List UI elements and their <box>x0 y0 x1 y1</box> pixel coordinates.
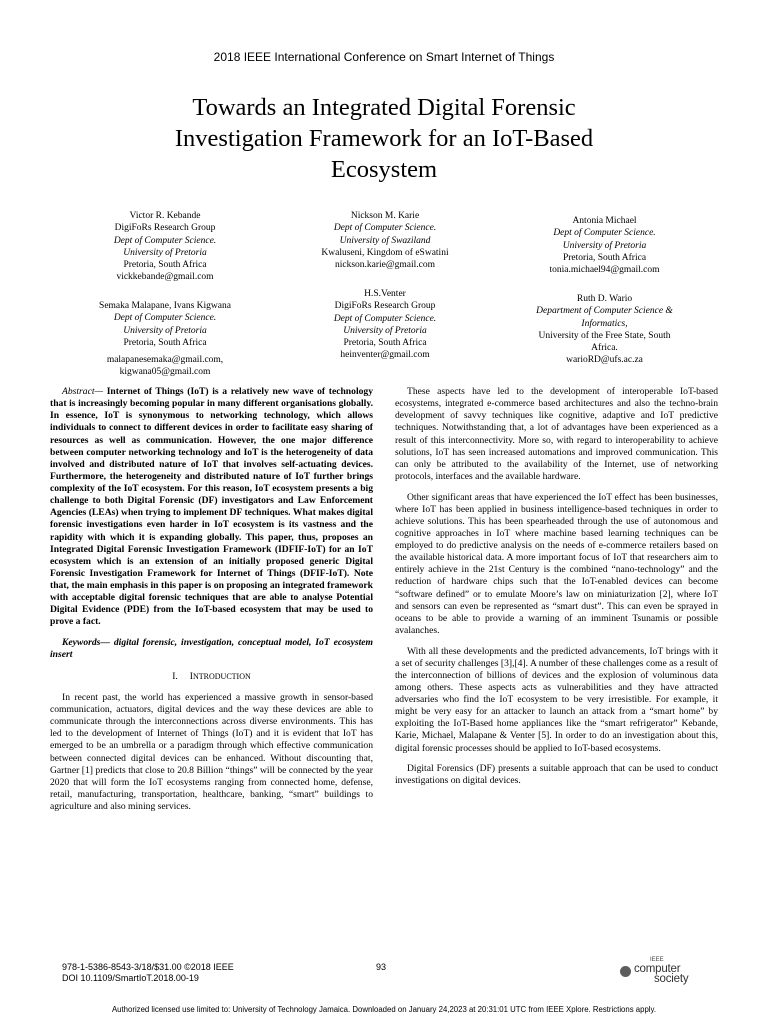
section-title-initial: I <box>189 671 193 683</box>
author-univ: University of Pretoria <box>123 247 207 258</box>
conference-header: 2018 IEEE International Conference on Smart Internet of Things <box>213 50 555 64</box>
author-venter <box>310 288 460 362</box>
author-kebande <box>90 210 240 284</box>
author-name: Semaka Malapane, Ivans Kigwana <box>99 301 231 311</box>
title-line: Towards an Integrated Digital Forensic <box>192 94 576 121</box>
author-dept: Dept of Computer Science. <box>113 313 217 324</box>
author-univ: University of Pretoria <box>343 325 427 336</box>
computer-society-logo <box>620 957 700 989</box>
author-group: DigiFoRs Research Group <box>114 223 216 234</box>
author-univ: Africa. <box>591 343 618 354</box>
author-dept: Department of Computer Science & <box>536 306 673 317</box>
doi: DOI 10.1109/SmartIoT.2018.00-19 <box>62 973 199 983</box>
body-paragraph: With all these developments and the predicted advancements, IoT brings with it a set of security challenges [3],[4]. A number of these challenges come as a result of the interconnection of billions of devices and the explosion of voluminous data among others. These aspects acts as vulnerabilities and they have attracted adversaries who find the IoT ecosystem to be very irresistible. For example, it might be very easy for an attacker to launch an attack from a “smart home” by exploiting the IoT-Based home appliances like the “smart refrigerator” Kebande, Karie, Michael, Malapane & Venter [5]. In order to do an investigation about this, digital forensic processes should be applied to IoT-based ecosystems. <box>395 645 718 754</box>
author-email: tonia.michael94@gmail.com <box>549 265 660 276</box>
logo-line1: computer <box>634 963 681 975</box>
author-univ: University of Pretoria <box>562 240 647 251</box>
author-email: heinventer@gmail.com <box>340 350 430 361</box>
author-dept: Dept of Computer Science. <box>553 228 656 239</box>
paper-title <box>84 92 684 185</box>
author-malapane <box>80 300 250 379</box>
logo-ieee: IEEE <box>650 957 664 963</box>
title-line: Ecosystem <box>330 156 438 183</box>
body-paragraph: In recent past, the world has experienced a massive growth in sensor-based communication, actuators, digital devices and the way these devices are able to communicate through the interconnections across diverse environments. This has led to the development of Internet of Things (IoT) and it is evident that IoT has emerged to be an umbrella or a paradigm through which effective communication between connected digital devices can be enhanced. Without discounting that, Gartner [1] predicts that close to 20.8 Billion “things” will be connected by the year 2020 that will form the IoT ecosystems ranging from connected home, defense, retail, manufacturing, transportation, healthcare, banking, “smart” buildings to agriculture and also mining services. <box>50 691 373 812</box>
license-notice: Authorized licensed use limited to: University of Technology Jamaica. Downloaded on January 24,2023 at 20:31:01 UTC from IEEE Xplore. Restrictions apply. <box>111 1005 657 1014</box>
logo-line2: society <box>654 973 689 985</box>
author-email: warioRD@ufs.ac.za <box>566 355 643 366</box>
globe-icon <box>620 966 631 977</box>
author-dept: Dept of Computer Science. <box>333 313 437 324</box>
author-group: DigiFoRs Research Group <box>334 301 436 312</box>
author-michael <box>527 215 682 276</box>
author-location: Pretoria, South Africa <box>562 252 647 263</box>
author-univ: University of the Free State, South <box>538 330 671 341</box>
author-karie <box>300 210 470 271</box>
author-dept: Dept of Computer Science. <box>333 223 437 234</box>
right-column <box>395 386 718 796</box>
left-column <box>50 386 373 822</box>
title-line: Investigation Framework for an IoT-Based <box>174 125 594 152</box>
page-number: 93 <box>376 962 387 972</box>
author-name: Antonia Michael <box>572 216 637 226</box>
section-number: I. <box>172 671 178 683</box>
section-heading-introduction <box>50 671 373 683</box>
abstract-lead: Abstract— <box>62 386 104 397</box>
body-paragraph: Other significant areas that have experienced the IoT effect has been businesses, where IoT has been applied in business intelligence-based techniques in order to achieve solutions. This has been spearheaded through the use of autonomous and cognitive approaches in IoT where machine based learning techniques can be employed to do predictive analysis on the needs of e-commerce retailers based on the available historical data. A more important focus of IoT that researchers aim to entirely achieve in the 21st Century is the combined “nano-technology” and the reduction of hardware chips such that the IoT-enabled devices can become “software defined” or to emulate Moore’s law on miniaturization [2], where IoT and sensors can even be represented as “smart dust”. This can even be sprayed in oceans to be able to provide a warning of an imminent Tsunamis or possible avalanches. <box>395 491 718 636</box>
author-wario <box>517 293 692 367</box>
author-location: Pretoria, South Africa <box>123 337 207 348</box>
keywords: Keywords— digital forensic, investigation, conceptual model, IoT ecosystem insert <box>50 637 373 661</box>
section-title-rest: NTRODUCTION <box>193 672 251 682</box>
author-email: nickson.karie@gmail.com <box>334 260 436 271</box>
author-location: Pretoria, South Africa <box>123 260 207 271</box>
author-name: H.S.Venter <box>364 289 406 299</box>
author-name: Victor R. Kebande <box>129 211 201 221</box>
author-location: Kwaluseni, Kingdom of eSwatini <box>321 247 449 258</box>
author-name: Nickson M. Karie <box>350 211 420 221</box>
abstract-text: Internet of Things (IoT) is a relatively new wave of technology that is increasingly becoming popular in many different organisations globally. In essence, IoT is synonymous to networking technology, which allows individuals to connect to different devices in order to facilitate easy sharing of resources as well as communication. However, the one major difference between computer networking technology and IoT is the heterogeneity of data involved and distributed nature of IoT that involves self-actuating devices. Furthermore, the heterogeneity and distributed nature of IoT further brings complexity of the IoT ecosystem. For this reason, IoT ecosystem presents a big challenge to both Digital Forensic (DF) investigators and Law Enforcement Agencies (LEAs) when trying to implement DF techniques. What makes digital forensic investigations even harder in IoT ecosystem is its vastness and the rapidity with which it is expanding globally. This paper, thus, proposes an Integrated Digital Forensic Investigation Framework (IDFIF-IoT) for an IoT ecosystem which is an extension of an initially proposed generic Digital Forensic Investigation Framework for Internet of Things (DFIF-IoT). Note that, the main emphasis in this paper is on proposing an integrated framework with acceptable digital forensic techniques that are able to analyse Potential Digital Evidence (PDE) from the IoT-based ecosystem that may be used to prove a fact. <box>50 386 373 628</box>
author-dept: Dept of Computer Science. <box>113 235 217 246</box>
author-email: kigwana05@gmail.com <box>119 367 211 378</box>
isbn: 978-1-5386-8543-3/18/$31.00 ©2018 IEEE <box>62 962 234 972</box>
author-email: malapanesemaka@gmail.com, <box>106 355 224 366</box>
author-email: vickkebande@gmail.com <box>116 272 214 283</box>
author-univ: University of Pretoria <box>123 325 207 336</box>
author-dept: Informatics, <box>581 318 628 329</box>
author-name: Ruth D. Wario <box>576 294 633 304</box>
body-paragraph: These aspects have led to the development of interoperable IoT-based ecosystems, integrated e-commerce based architectures and also the techno-brain development of savvy techniques like cognitive, adaptive and IoT predictive techniques. Notwithstanding that, a lot of advantages have been experienced as a result of this interconnectivity. More so, with regard to interoperability to achieve solutions, IoT has seen increased automations and improved communication. This can only be attributed to the availability of the Internet, use of networking protocols, interfaces and the available hardware. <box>395 386 718 482</box>
author-location: Pretoria, South Africa <box>343 338 427 349</box>
abstract <box>50 386 373 629</box>
body-paragraph: Digital Forensics (DF) presents a suitable approach that can be used to conduct investigations on digital devices. <box>395 763 718 787</box>
footer-copyright <box>62 962 234 984</box>
author-univ: University of Swaziland <box>339 235 431 246</box>
